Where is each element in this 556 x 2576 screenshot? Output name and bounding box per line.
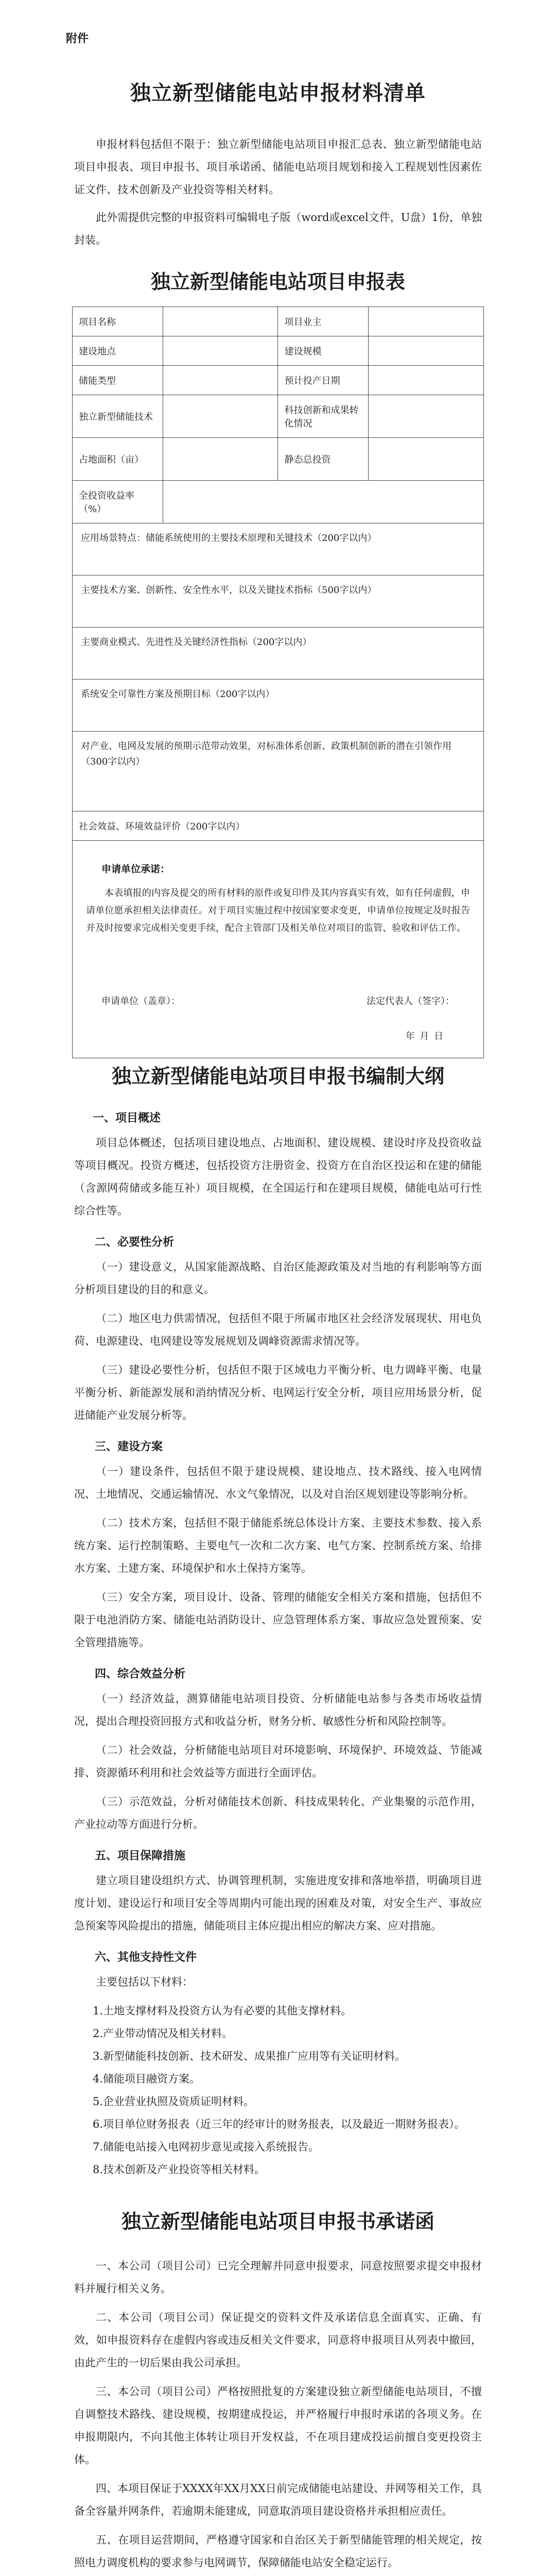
cell-value[interactable]: [369, 395, 484, 438]
promise-paragraph: 二、本公司（项目公司）保证提交的资料文件及承诺信息全面真实、正确、有效，如申报资料存在虚假内容或违反相关文件要求，同意将申报项目从列表中撤回，由此产生的一切后果由我公司承担。: [74, 2311, 482, 2369]
section-heading: 一、项目概述: [93, 1112, 161, 1125]
table-row: [73, 628, 484, 680]
annex-label: 附件: [66, 32, 89, 45]
cell-value[interactable]: [163, 366, 278, 395]
section-paragraph: （二）地区电力供需情况，包括但不限于所属市地区社会经济发展现状、用电负荷、电源建设、电网建设等发展规划及调峰资源需求情况等。: [74, 1312, 482, 1347]
section-paragraph: （三）示范效益，分析对储能技术创新、科技成果转化、产业集聚的示范作用，产业拉动等方面进行分析。: [74, 1795, 482, 1831]
table-row: [73, 395, 484, 438]
cell-value[interactable]: [163, 481, 483, 523]
table-row: [73, 575, 484, 628]
section-cell[interactable]: 对产业、电网及发展的预期示范带动效果，对标准体系创新、政策机制创新的潜在引领作用（300字以内）: [73, 732, 484, 811]
section-heading: 五、项目保障措施: [95, 1850, 186, 1862]
section-heading: 二、必要性分析: [95, 1236, 175, 1249]
table-row: [73, 732, 484, 811]
list-item: 5.企业营业执照及资质证明材料。: [93, 2095, 255, 2108]
list-item: 1.土地支撑材料及投资方认为有必要的其他支撑材料。: [93, 2005, 352, 2017]
section-paragraph: （二）社会效益，分析储能电站项目对环境影响、环境保护、环境效益、节能减排、资源循环利用和社会效益等方面进行全面评估。: [74, 1744, 482, 1779]
section-cell[interactable]: 应用场景特点：储能系统使用的主要技术原理和关键技术（200字以内）: [73, 523, 484, 575]
cell-label: 独立新型储能技术: [73, 395, 163, 438]
table-row: [73, 841, 484, 1058]
cell-label: 科技创新和成果转化情况: [278, 395, 369, 438]
cell-label: 储能类型: [73, 366, 163, 395]
section-paragraph: 主要包括以下材料：: [96, 1976, 193, 1988]
table-row: [73, 307, 484, 336]
promise-paragraph: 四、本项目保证于XXXX年XX月XX日前完成储能电站建设、并网等相关工作，具备全容量并网条件，若逾期未能建成，同意取消项目建设资格并承担相应责任。: [74, 2482, 482, 2517]
list-item: 6.项目单位财务报表（近三年的经审计的财务报表，以及最近一期财务报表）。: [93, 2118, 465, 2130]
pledge-heading: 申请单位承诺：: [101, 863, 170, 875]
section-paragraph: （一）建设条件，包括但不限于建设规模、建设地点、技术路线、接入电网情况、土地情况、交通运输情况、水文气象情况，以及对自治区规划建设等影响分析。: [74, 1465, 482, 1500]
table-row: [73, 811, 484, 841]
list-item: 4.储能项目融资方案。: [93, 2073, 201, 2085]
cell-value[interactable]: [163, 438, 278, 481]
application-form: [72, 266, 484, 1058]
promise-paragraph: 一、本公司（项目公司）已完全理解并同意申报要求，同意按照要求提交申报材料并履行相关义务。: [74, 2260, 482, 2295]
section-paragraph: （二）技术方案，包括但不限于储能系统总体设计方案、主要技术参数、接入系统方案、运行控制策略、主要电气一次和二次方案、电气方案、控制系统方案、给排水方案、土建方案、环境保护和水土保持方案等。: [74, 1517, 482, 1574]
cell-label: 预计投产日期: [278, 366, 369, 395]
outline-title: 独立新型储能电站项目申报书编制大纲: [111, 1064, 444, 1088]
cell-label: 项目业主: [278, 307, 369, 336]
promise-title: 独立新型储能电站项目申报书承诺函: [121, 2210, 435, 2233]
list-item: 8.技术创新及产业投资等相关材料。: [93, 2163, 266, 2176]
list-item: 2.产业带动情况及相关材料。: [93, 2027, 233, 2040]
table-row: [73, 336, 484, 366]
section-heading: 三、建设方案: [95, 1440, 163, 1453]
section-cell[interactable]: 社会效益、环境效益评价（200字以内）: [73, 811, 484, 841]
section-cell[interactable]: 主要技术方案、创新性、安全性水平，以及关键技术指标（500字以内）: [73, 575, 484, 628]
table-row: [73, 438, 484, 481]
list-item: 3.新型储能科技创新、技术研发、成果推广应用等有关证明材料。: [93, 2050, 406, 2062]
cell-label: 占地面积（亩）: [73, 438, 163, 481]
cell-label: 项目名称: [73, 307, 163, 336]
cell-value[interactable]: [369, 336, 484, 366]
cell-label: 建设规模: [278, 336, 369, 366]
section-heading: 六、其他支持性文件: [95, 1951, 197, 1964]
cell-value[interactable]: [163, 395, 278, 438]
section-paragraph: 建立项目建设组织方式、协调管理机制，实施进度安排和落地举措，明确项目进度计划、建设运行和项目安全等周期内可能出现的困难及对策，对安全生产、事故应急预案等风险提出的措施，储能项目主体应提出相应的解决方案、应对措施。: [74, 1874, 482, 1932]
applicant-seal-label: 申请单位（盖章）：: [101, 996, 180, 1007]
cell-value[interactable]: [369, 438, 484, 481]
document-title: 独立新型储能电站申报材料清单: [130, 81, 426, 105]
legal-rep-label: 法定代表人（签字）：: [367, 996, 455, 1007]
cell-label: 全投资收益率（%）: [73, 481, 163, 523]
section-cell[interactable]: 系统安全可靠性方案及预期目标（200字以内）: [73, 680, 484, 732]
cell-value[interactable]: [369, 366, 484, 395]
promise-paragraph: 三、本公司（项目公司）严格按照批复的方案建设独立新型储能电站项目，不擅自调整技术路线、建设规模，按期建成投运，并严格履行申报时承诺的各项义务。在申报期限内，不向其他主体转让项目开发权益，不在项目建成投运前擅自变更投资主体。: [74, 2385, 482, 2466]
table-row: [73, 680, 484, 732]
cell-value[interactable]: [163, 336, 278, 366]
pledge-date: 年 月 日: [405, 1031, 444, 1042]
cell-value[interactable]: [369, 307, 484, 336]
table-row: [73, 366, 484, 395]
section-cell[interactable]: 主要商业模式、先进性及关键经济性指标（200字以内）: [73, 628, 484, 680]
section-paragraph: （一）经济效益，测算储能电站项目投资、分析储能电站参与各类市场收益情况，提出合理投资回报方式和收益分析，财务分析、敏感性分析和风险控制等。: [74, 1692, 482, 1727]
list-item: 7.储能电站接入电网初步意见或接入系统报告。: [93, 2141, 320, 2153]
pledge-signature-row: [101, 994, 455, 1007]
form-title: 独立新型储能电站项目申报表: [150, 270, 405, 293]
pledge-text: 本表填报的内容及提交的所有材料的原件或复印件及其内容真实有效，如有任何虚假，申请单位愿承担相关法律责任。对于项目实施过程中按国家要求变更，申请单位按规定及时报告并及时按要求完成相关变更手续，配合主管部门及相关单位对项目的监管、验收和评估工作。: [86, 888, 470, 934]
cell-value[interactable]: [163, 307, 278, 336]
section-paragraph: （三）建设必要性分析，包括但不限于区域电力平衡分析、电力调峰平衡、电量平衡分析、新能源发展和消纳情况分析、电网运行安全分析，项目应用场景分析，促进储能产业发展分析等。: [74, 1364, 482, 1421]
cell-label: 静态总投资: [278, 438, 369, 481]
section-paragraph: 项目总体概述，包括项目建设地点、占地面积、建设规模、建设时序及投资收益等项目概况。投资方概述，包括投资方注册资金、投资方在自治区投运和在建的储能（含源网荷储或多能互补）项目规模，在全国运行和在建项目规模，储能电站可行性综合性等。: [74, 1137, 482, 1217]
section-paragraph: （三）安全方案，项目设计、设备、管理的储能安全相关方案和措施，包括但不限于电池消防方案、储能电站消防设计、应急管理体系方案、事故应急处置预案、安全管理措施等。: [74, 1591, 482, 1649]
section-heading: 四、综合效益分析: [95, 1668, 186, 1681]
application-table: [72, 307, 484, 1058]
table-row: [73, 523, 484, 575]
intro-paragraph-1: 申报材料包括但不限于：独立新型储能电站项目申报汇总表、独立新型储能电站项目申报表、项目申报书、项目承诺函、储能电站项目规划和接入工程规划性因素佐证文件、技术创新及产业投资等相关材料。: [74, 138, 482, 196]
cell-label: 建设地点: [73, 336, 163, 366]
section-paragraph: （一）建设意义，从国家能源战略、自治区能源政策及对当地的有利影响等方面分析项目建设的目的和意义。: [74, 1261, 482, 1296]
pledge-cell: [73, 841, 484, 1058]
intro-paragraph-2: 此外需提供完整的申报资料可编辑电子版（word或excel文件，U盘）1份，单独封装。: [74, 211, 482, 246]
table-row: [73, 481, 484, 523]
promise-paragraph: 五、在项目运营期间，严格遵守国家和自治区关于新型储能管理的相关规定，按照电力调度机构的要求参与电网调节，保障储能电站安全稳定运行。: [74, 2534, 482, 2569]
